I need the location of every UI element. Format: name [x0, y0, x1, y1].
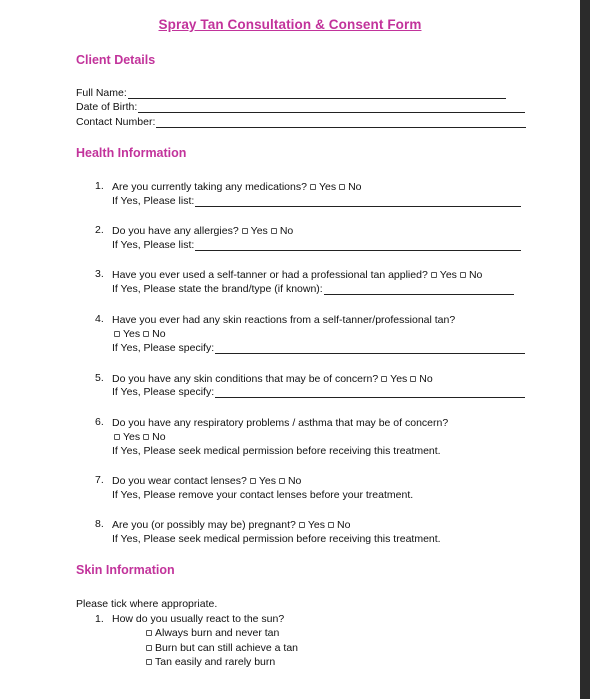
- checkbox[interactable]: [460, 272, 466, 278]
- question-3: [112, 268, 482, 282]
- no-label: No: [287, 475, 302, 487]
- question-6-options: [112, 430, 166, 444]
- followup-row: [112, 239, 521, 251]
- checkbox[interactable]: [250, 478, 256, 484]
- checkbox[interactable]: [146, 645, 152, 651]
- window-edge: [580, 0, 590, 699]
- yes-label: Yes: [250, 225, 268, 237]
- followup-label: If Yes, Please state the brand/type (if known):: [112, 283, 323, 295]
- checkbox[interactable]: [328, 522, 334, 528]
- question-number: 6.: [95, 416, 104, 428]
- followup-label: If Yes, Please list:: [112, 239, 195, 251]
- no-label: No: [419, 373, 433, 385]
- question-1: [112, 180, 362, 194]
- followup-row: [112, 195, 521, 207]
- question-number: 5.: [95, 372, 104, 384]
- yes-label: Yes: [123, 431, 141, 443]
- full-name-field[interactable]: [128, 88, 506, 99]
- question-number: 3.: [95, 268, 104, 280]
- skin-question-1: How do you usually react to the sun?: [112, 613, 285, 625]
- checkbox[interactable]: [114, 434, 120, 440]
- option-label: Burn but can still achieve a tan: [155, 642, 299, 654]
- followup-field[interactable]: [215, 387, 525, 398]
- skin-intro: Please tick where appropriate.: [76, 598, 218, 610]
- question-4: [112, 313, 455, 327]
- checkbox[interactable]: [146, 630, 152, 636]
- checkbox[interactable]: [431, 272, 437, 278]
- question-text: Do you wear contact lenses?: [112, 475, 247, 487]
- followup-field[interactable]: [215, 343, 525, 354]
- skin-info-heading: Skin Information: [76, 563, 175, 577]
- no-label: No: [348, 181, 362, 193]
- yes-label: Yes: [439, 269, 457, 281]
- followup-note: If Yes, Please remove your contact lenses before your treatment.: [112, 489, 414, 501]
- question-number: 8.: [95, 518, 104, 530]
- health-info-heading: Health Information: [76, 146, 187, 160]
- checkbox[interactable]: [242, 228, 248, 234]
- checkbox[interactable]: [410, 376, 416, 382]
- followup-field[interactable]: [195, 240, 521, 251]
- followup-row: [112, 283, 514, 295]
- dob-row: [76, 101, 525, 113]
- checkbox[interactable]: [114, 331, 120, 337]
- contact-field[interactable]: [156, 117, 526, 128]
- followup-label: If Yes, Please list:: [112, 195, 195, 207]
- client-details-heading: Client Details: [76, 53, 156, 67]
- skin-option: [146, 627, 279, 639]
- question-number: 4.: [95, 313, 104, 325]
- question-text: Have you ever had any skin reactions from a self-tanner/professional tan?: [112, 314, 456, 326]
- no-label: No: [336, 519, 351, 531]
- followup-label: If Yes, Please specify:: [112, 386, 215, 398]
- checkbox[interactable]: [146, 659, 152, 665]
- followup-field[interactable]: [195, 196, 521, 207]
- yes-label: Yes: [318, 181, 337, 193]
- followup-field[interactable]: [324, 284, 514, 295]
- checkbox[interactable]: [143, 331, 149, 337]
- yes-label: Yes: [307, 519, 325, 531]
- question-6: [112, 416, 448, 430]
- followup-note: If Yes, Please seek medical permission before receiving this treatment.: [112, 445, 441, 457]
- checkbox[interactable]: [310, 184, 316, 190]
- question-8: [112, 518, 350, 532]
- followup-note: If Yes, Please seek medical permission before receiving this treatment.: [112, 533, 441, 545]
- yes-label: Yes: [258, 475, 276, 487]
- question-text: Do you have any allergies?: [112, 225, 239, 237]
- followup-row: [112, 386, 525, 398]
- question-number: 2.: [95, 224, 104, 236]
- form-title: Spray Tan Consultation & Consent Form: [158, 17, 422, 32]
- no-label: No: [279, 225, 294, 237]
- checkbox[interactable]: [271, 228, 277, 234]
- no-label: No: [152, 431, 166, 443]
- checkbox[interactable]: [143, 434, 149, 440]
- dob-label: Date of Birth:: [76, 101, 138, 113]
- question-5: [112, 372, 433, 386]
- dob-field[interactable]: [138, 102, 525, 113]
- skin-option: [146, 642, 298, 654]
- question-2: [112, 224, 293, 238]
- yes-label: Yes: [123, 328, 141, 340]
- question-text: Do you have any skin conditions that may be of concern?: [112, 373, 379, 385]
- no-label: No: [468, 269, 483, 281]
- yes-label: Yes: [390, 373, 408, 385]
- followup-row: [112, 342, 525, 354]
- checkbox[interactable]: [339, 184, 345, 190]
- question-text: Have you ever used a self-tanner or had a professional tan applied?: [112, 269, 428, 281]
- question-text: Do you have any respiratory problems / asthma that may be of concern?: [112, 417, 449, 429]
- question-number: 1.: [95, 613, 104, 625]
- contact-row: [76, 116, 526, 128]
- question-number: 1.: [95, 180, 104, 192]
- skin-option: [146, 656, 275, 668]
- question-text: Are you (or possibly may be) pregnant?: [112, 519, 296, 531]
- option-label: Tan easily and rarely burn: [155, 656, 276, 668]
- full-name-label: Full Name:: [76, 87, 127, 99]
- no-label: No: [152, 328, 166, 340]
- question-4-options: [112, 327, 166, 341]
- question-number: 7.: [95, 474, 104, 486]
- contact-label: Contact Number:: [76, 116, 156, 128]
- checkbox[interactable]: [299, 522, 305, 528]
- checkbox[interactable]: [279, 478, 285, 484]
- followup-label: If Yes, Please specify:: [112, 342, 215, 354]
- full-name-row: [76, 87, 506, 99]
- option-label: Always burn and never tan: [155, 627, 280, 639]
- question-7: [112, 474, 301, 488]
- checkbox[interactable]: [381, 376, 387, 382]
- question-text: Are you currently taking any medications?: [112, 181, 307, 193]
